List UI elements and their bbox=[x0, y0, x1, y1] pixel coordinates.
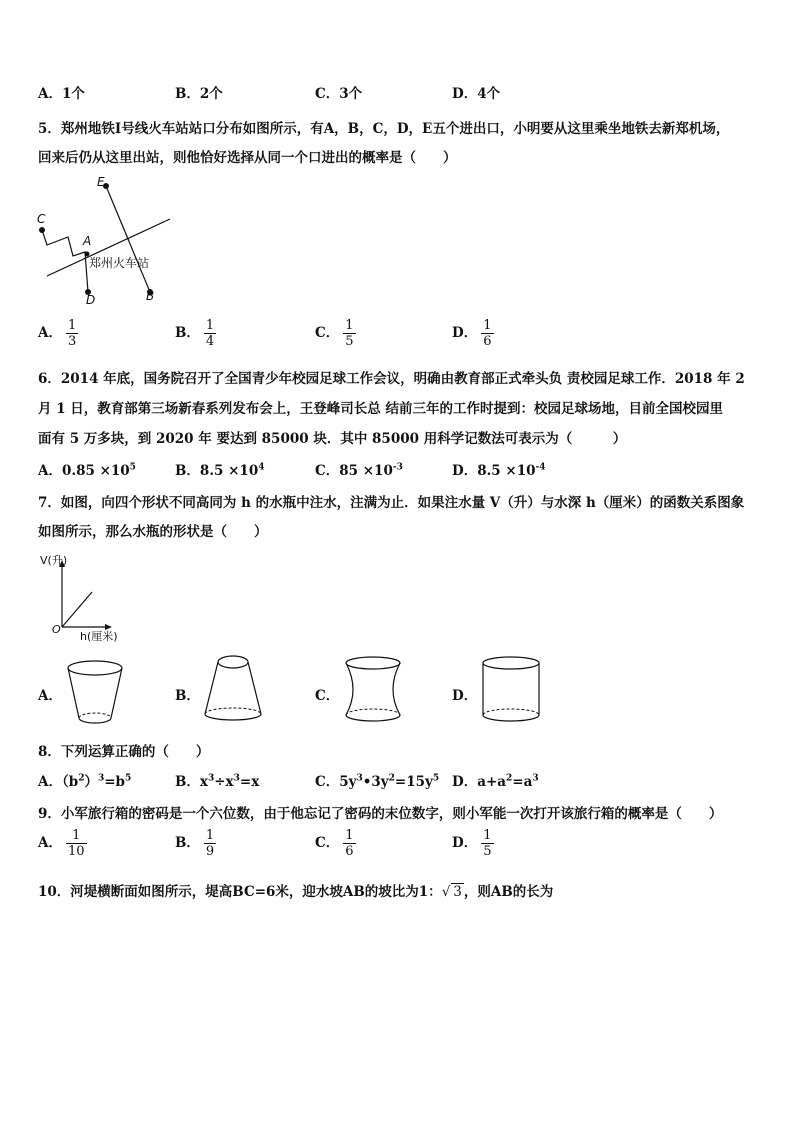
q7-y-axis-label: V(升) bbox=[40, 554, 68, 567]
q8-option-b: B．$x^3\div x^3=x$ bbox=[175, 773, 260, 790]
q7-bottle-c-icon bbox=[340, 653, 406, 725]
q5-label-c: C bbox=[37, 212, 46, 226]
q7-text-line1: 7．如图，向四个形状不同高同为 h 的水瓶中注水，注满为止．如果注水量 V（升）与水深 h（厘米）的函数关系图象 bbox=[38, 495, 745, 511]
q8-option-c: C．$5y^3•3y^2=15y^5$ bbox=[315, 773, 440, 790]
q7-bottle-b-icon bbox=[200, 652, 266, 724]
q8-text-line1: 8．下列运算正确的（ ） bbox=[38, 744, 210, 760]
q6-text-line3: 面有 5 万多块，到 2020 年 要达到 85000 块．其中 85000 用科学记数法可表示为（ ） bbox=[38, 431, 627, 447]
q9-option-d: D． $\frac{1}{5}$ bbox=[452, 828, 492, 859]
q6-text-line2: 月 1 日，教育部第三场新春系列发布会上，王登峰司长总 结前三年的工作时提到：校园足球场地，目前全国校园里 bbox=[38, 401, 723, 417]
q5-station-diagram bbox=[30, 172, 180, 312]
q9-option-b: B． $\frac{1}{9}$ bbox=[175, 828, 215, 859]
q5-label-e: E bbox=[97, 175, 105, 189]
q10-text-line1: 10．河堤横断面如图所示，堤高BC=6米，迎水坡AB的坡比为1：√ 3 ，则AB的长为 bbox=[38, 884, 554, 900]
q5-station-name: 郑州火车站 bbox=[89, 256, 150, 270]
q6-option-a: A．$0.85 \times 10^5$ bbox=[38, 462, 136, 479]
q5-option-c: C． $\frac{1}{5}$ bbox=[315, 318, 354, 349]
q5-text-line1: 5．郑州地铁Ⅰ号线火车站站口分布如图所示，有A，B，C，D，E五个进出口，小明要从这里乘坐地铁去新郑机场， bbox=[38, 121, 730, 137]
q4-option-b: B．2个 bbox=[175, 86, 223, 102]
q7-option-d: D． bbox=[452, 688, 478, 704]
q4-option-c: C．3个 bbox=[315, 86, 363, 102]
q5-text-line2: 回来后仍从这里出站，则他恰好选择从同一个口进出的概率是（ ） bbox=[38, 150, 457, 166]
q6-option-b: B．$8.5 \times 10^4$ bbox=[175, 462, 265, 479]
q10-radicand: 3 bbox=[453, 884, 462, 900]
q7-bottle-d-icon bbox=[478, 653, 544, 725]
q5-label-a: A bbox=[83, 234, 92, 248]
q5-option-d: D． $\frac{1}{6}$ bbox=[452, 318, 492, 349]
q5-label-d: D bbox=[86, 293, 96, 307]
q8-option-a: A．$(b^2)^3=b^5$ bbox=[38, 773, 132, 790]
q4-option-d: D．4个 bbox=[452, 86, 501, 102]
q5-label-b: B bbox=[146, 289, 155, 303]
q7-option-c: C． bbox=[315, 688, 340, 704]
sqrt-symbol: √ bbox=[441, 884, 451, 900]
q7-option-a: A． bbox=[38, 688, 62, 704]
q9-text-line1: 9．小军旅行箱的密码是一个六位数，由于他忘记了密码的末位数字，则小军能一次打开该旅行箱的概率是（ ） bbox=[38, 806, 723, 822]
q7-bottle-a-icon bbox=[64, 658, 126, 726]
q6-option-d: D．$8.5 \times 10^{-4}$ bbox=[452, 462, 546, 479]
q7-origin-label: O bbox=[52, 623, 61, 636]
q6-text-line1: 6．2014 年底，国务院召开了全国青少年校园足球工作会议，明确由教育部正式牵头负 责校园足球工作．2018 年 2 bbox=[38, 371, 745, 387]
q8-option-d: D．$a+a^2=a^3$ bbox=[452, 773, 539, 790]
q7-x-axis-label: h(厘米) bbox=[80, 630, 118, 643]
q4-option-a: A．1个 bbox=[38, 86, 85, 102]
q9-option-c: C． $\frac{1}{6}$ bbox=[315, 828, 354, 859]
q5-option-b: B． $\frac{1}{4}$ bbox=[175, 318, 215, 349]
q9-option-a: A． $\frac{1}{10}$ bbox=[38, 828, 85, 859]
q7-option-b: B． bbox=[175, 688, 200, 704]
q5-option-a: A． $\frac{1}{3}$ bbox=[38, 318, 77, 349]
q7-text-line2: 如图所示，那么水瓶的形状是（ ） bbox=[38, 524, 268, 540]
q6-option-c: C．$85 \times 10^{-3}$ bbox=[315, 462, 403, 479]
